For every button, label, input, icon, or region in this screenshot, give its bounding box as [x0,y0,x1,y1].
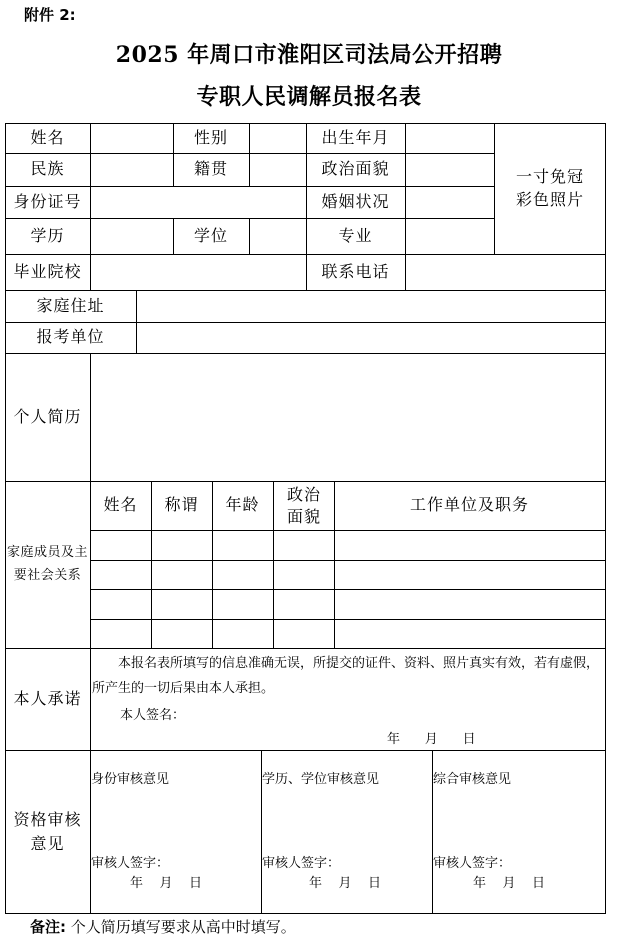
family-col-name: 姓名 [103,495,138,515]
label-major: 专业 [338,225,373,245]
form-title-line2: 专职人民调解员报名表 [196,84,422,110]
label-name: 姓名 [30,127,65,147]
attachment-label: 附件 2: [24,6,76,24]
form-title-line1: 2025 年周口市淮阳区司法局公开招聘 [115,42,503,68]
note-label: 备注: [30,918,66,936]
label-qualification-review: 资格审核意见 [13,809,82,853]
label-phone: 联系电话 [321,261,390,281]
pledge-text: 本报名表所填写的信息准确无误，所提交的证件、资料、照片真实有效，若有虚假，所产生的一切后果由本人承担。 [92,656,600,696]
edu-review-title: 学历、学位审核意见 [262,772,380,787]
overall-review-date: 年 月 日 [473,876,546,891]
family-col-political: 政治面貌 [286,484,321,526]
label-education: 学历 [30,225,65,245]
edu-review-signer: 审核人签字： [262,856,341,871]
label-school: 毕业院校 [13,261,82,281]
pledge-signature: 本人签名： [120,708,186,723]
label-id-number: 身份证号 [13,191,82,211]
label-gender: 性别 [193,127,228,147]
label-native-place: 籍贯 [193,159,228,179]
label-birth: 出生年月 [321,127,390,147]
label-family-relations: 家庭成员及主要社会关系 [6,545,88,583]
overall-review-title: 综合审核意见 [433,772,512,787]
family-col-age: 年龄 [225,495,260,515]
family-col-relation: 称谓 [164,495,199,515]
pledge-date: 年 月 日 [387,732,476,747]
id-review-title: 身份审核意见 [91,772,170,787]
family-col-work-unit: 工作单位及职务 [409,495,529,515]
id-review-date: 年 月 日 [130,876,203,891]
label-address: 家庭住址 [36,295,105,315]
photo-placeholder: 一寸免冠彩色照片 [515,166,584,209]
label-ethnicity: 民族 [30,159,65,179]
edu-review-date: 年 月 日 [309,876,382,891]
overall-review-signer: 审核人签字： [433,856,512,871]
label-resume: 个人简历 [13,406,82,426]
label-pledge: 本人承诺 [13,688,82,708]
footer-note [30,916,296,937]
label-applied-unit: 报考单位 [36,327,105,347]
id-review-signer: 审核人签字： [91,856,170,871]
label-political-status: 政治面貌 [321,159,390,179]
label-degree: 学位 [193,225,228,245]
note-text: 个人简历填写要求从高中时填写。 [70,918,296,936]
label-marital-status: 婚姻状况 [321,191,390,211]
